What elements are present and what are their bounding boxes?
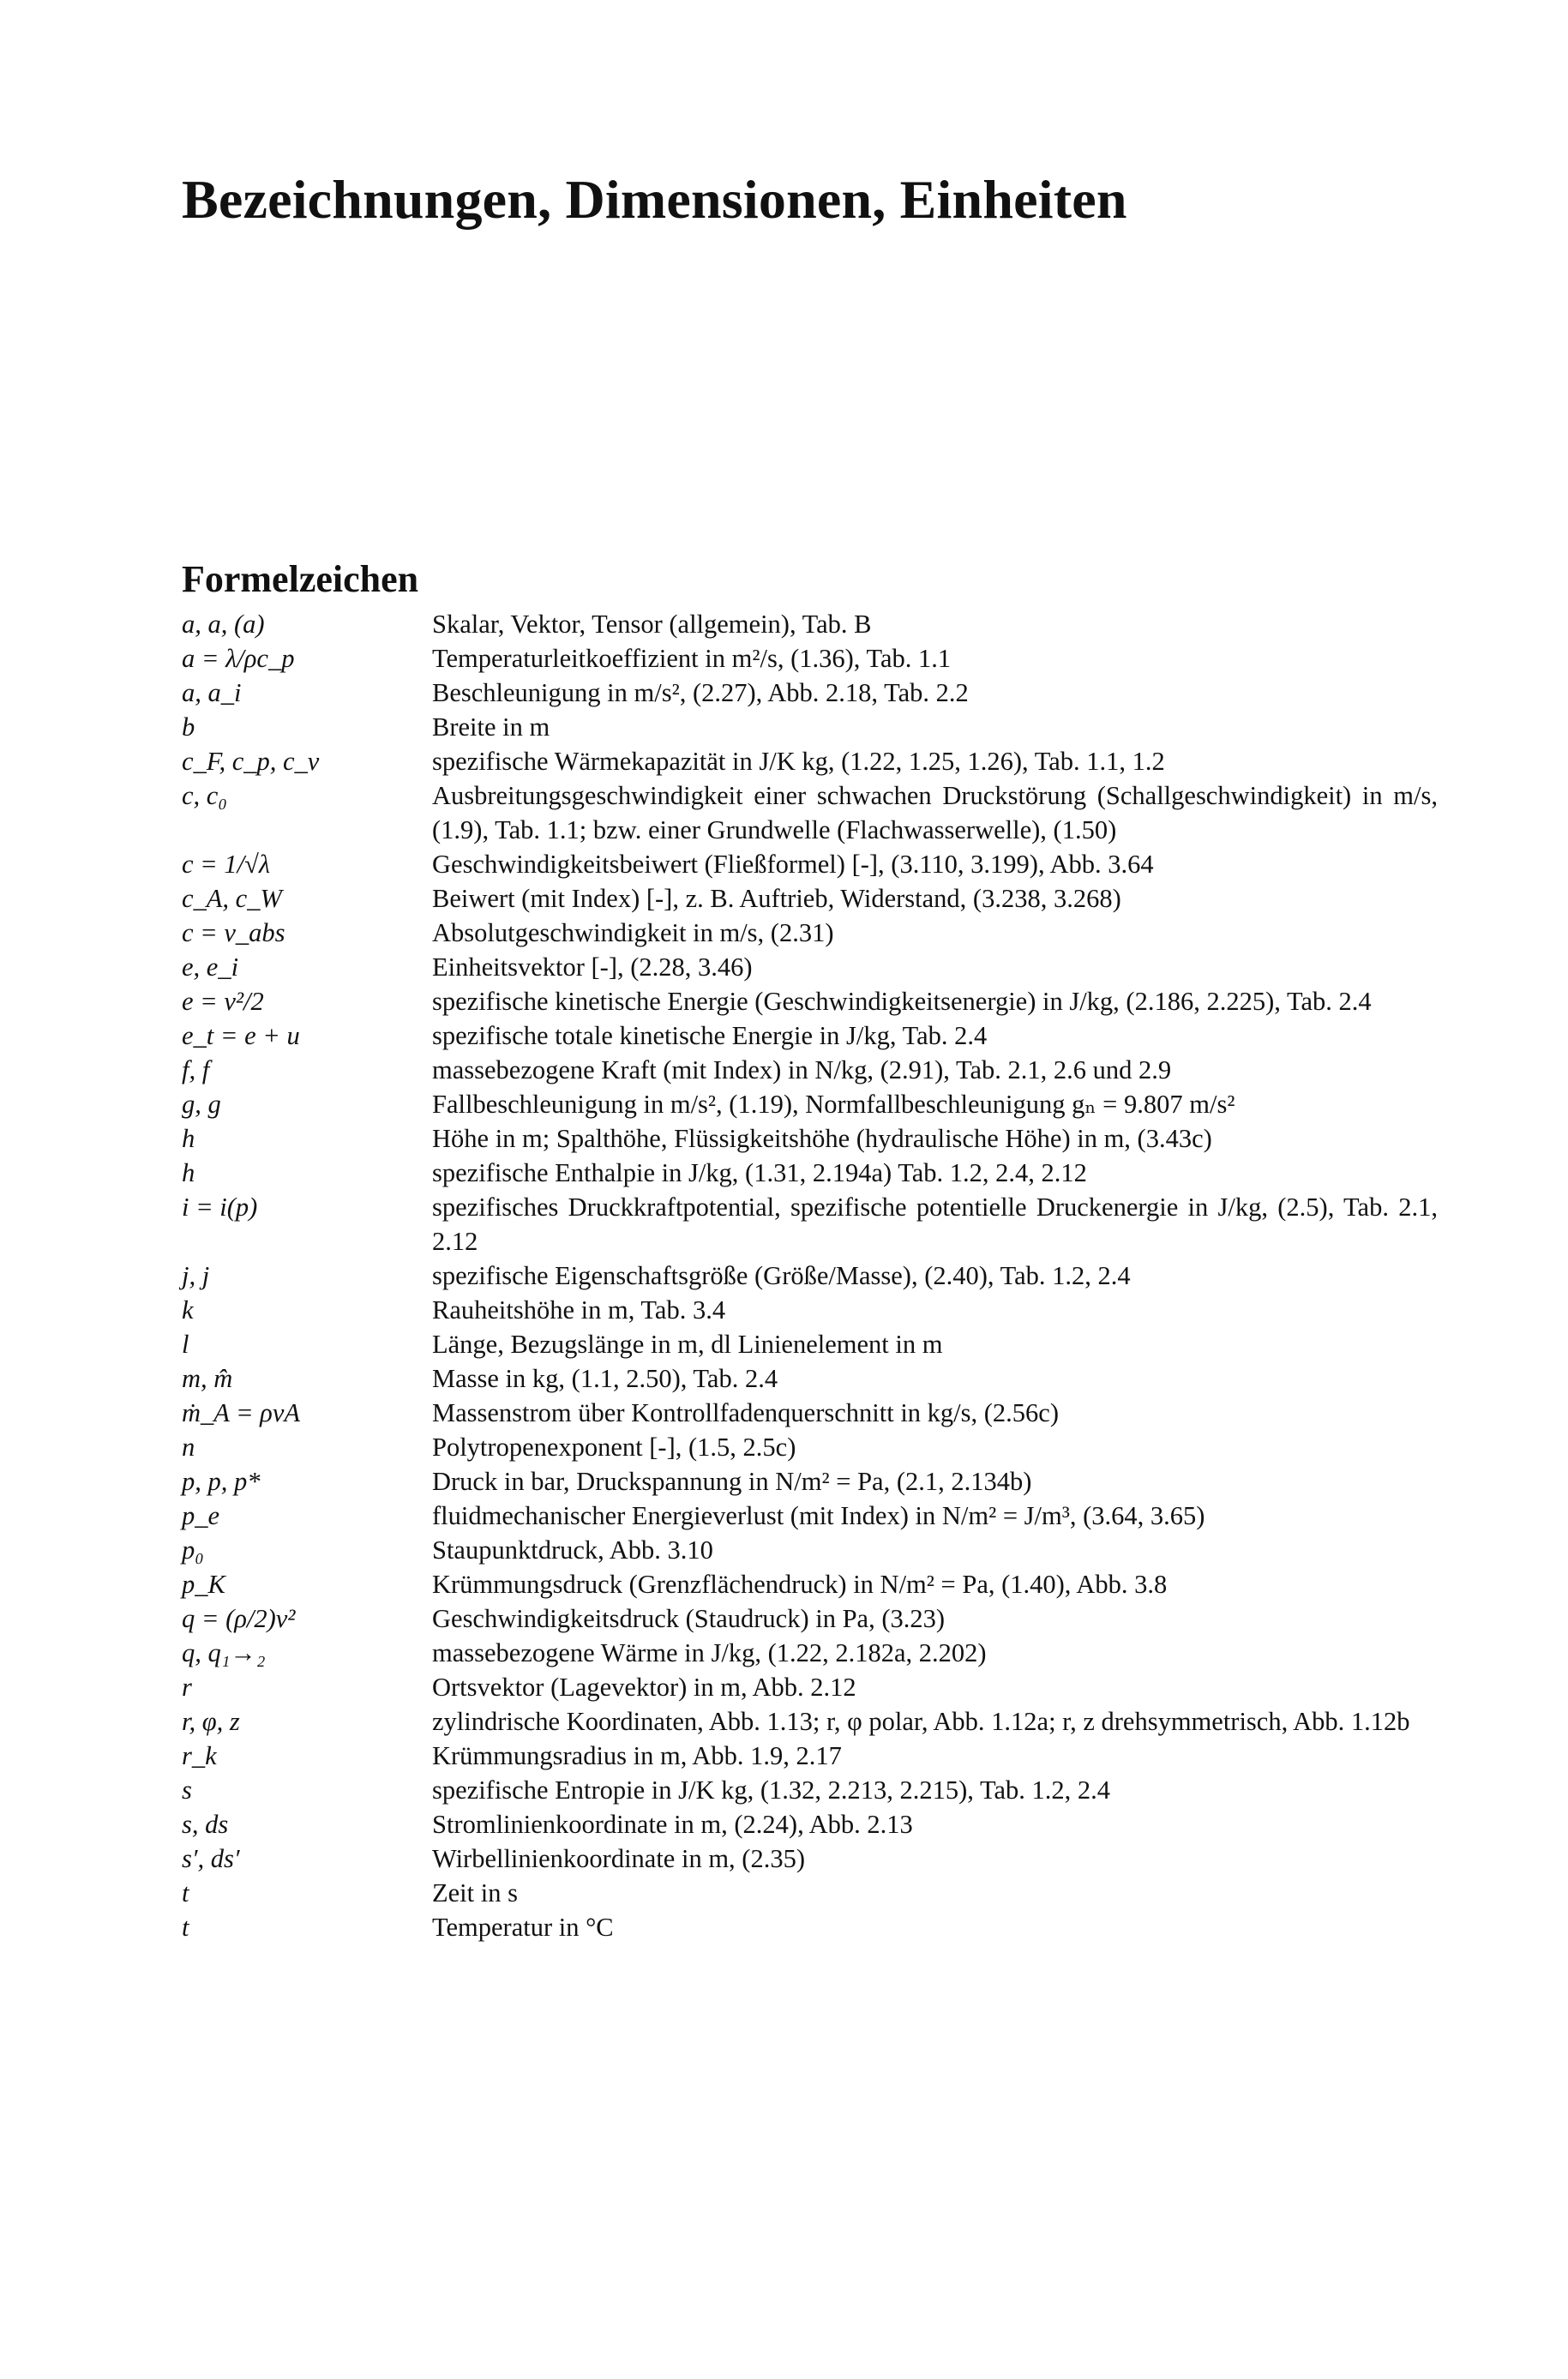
list-item [182,950,1438,984]
formula-symbol: c_F, c_p, c_v [182,747,320,776]
list-item [182,1807,1438,1841]
list-item [182,1053,1438,1087]
symbol-description: spezifische Enthalpie in J/kg, (1.31, 2.194a) Tab. 1.2, 2.4, 2.12 [432,1158,1087,1187]
formula-symbol: a, a_i [182,678,242,707]
list-item [182,1499,1438,1533]
formula-symbol: c, c₀ [182,781,227,810]
list-item [182,1601,1438,1636]
symbol-description: Zeit in s [432,1878,518,1907]
formula-symbol: j, j [182,1261,210,1290]
symbol-description: Länge, Bezugslänge in m, dl Linienelement in m [432,1330,943,1359]
symbol-description: massebezogene Wärme in J/kg, (1.22, 2.182a, 2.202) [432,1638,987,1667]
symbol-description: Ortsvektor (Lagevektor) in m, Abb. 2.12 [432,1673,856,1702]
list-item [182,1876,1438,1910]
list-item [182,1910,1438,1944]
list-item [182,1704,1438,1739]
formula-symbol: p₀ [182,1535,204,1565]
list-item [182,1018,1438,1053]
symbol-description: Beschleunigung in m/s², (2.27), Abb. 2.18, Tab. 2.2 [432,678,969,707]
list-item [182,1430,1438,1464]
formula-symbol: r_k [182,1741,217,1770]
symbol-description: spezifische Entropie in J/K kg, (1.32, 2.213, 2.215), Tab. 1.2, 2.4 [432,1775,1111,1805]
symbol-list [182,607,1438,1944]
symbol-description: Geschwindigkeitsbeiwert (Fließformel) [-], (3.110, 3.199), Abb. 3.64 [432,850,1154,879]
list-item [182,744,1438,778]
symbol-description: Beiwert (mit Index) [-], z. B. Auftrieb, Widerstand, (3.238, 3.268) [432,884,1121,913]
formula-symbol: p_e [182,1501,220,1530]
list-item [182,1156,1438,1190]
list-item [182,916,1438,950]
formula-symbol: c = 1/√λ [182,850,271,879]
symbol-description: Staupunktdruck, Abb. 3.10 [432,1535,713,1565]
list-item [182,881,1438,916]
formula-symbol: n [182,1433,195,1462]
formula-symbol: q, q₁→₂ [182,1638,266,1667]
list-item [182,1567,1438,1601]
symbol-description: Geschwindigkeitsdruck (Staudruck) in Pa, (3.23) [432,1604,946,1633]
formula-symbol: s [182,1775,192,1805]
symbol-description: Rauheitshöhe in m, Tab. 3.4 [432,1295,726,1325]
symbol-description: Temperatur in °C [432,1913,614,1942]
formula-symbol: a, a, (a) [182,610,265,639]
formula-symbol: b [182,712,195,742]
formula-symbol: g, g [182,1090,221,1119]
formula-symbol: r [182,1673,192,1702]
formula-symbol: i = i(p) [182,1193,258,1222]
formula-symbol: m, m̂ [182,1364,233,1393]
list-item [182,641,1438,676]
list-item [182,1190,1438,1259]
symbol-description: Einheitsvektor [-], (2.28, 3.46) [432,952,753,982]
list-item [182,1841,1438,1876]
symbol-description: Krümmungsradius in m, Abb. 1.9, 2.17 [432,1741,842,1770]
formula-symbol: r, φ, z [182,1707,240,1736]
symbol-description: zylindrische Koordinaten, Abb. 1.13; r, φ polar, Abb. 1.12a; r, z drehsymmetrisch, Abb. 1.12b [432,1707,1410,1736]
list-item [182,1773,1438,1807]
symbol-description: Masse in kg, (1.1, 2.50), Tab. 2.4 [432,1364,778,1393]
list-item [182,984,1438,1018]
list-item [182,607,1438,641]
symbol-description: Druck in bar, Druckspannung in N/m² = Pa, (2.1, 2.134b) [432,1467,1032,1496]
symbol-description: Skalar, Vektor, Tensor (allgemein), Tab. B [432,610,872,639]
formula-symbol: t [182,1878,189,1907]
list-item [182,1396,1438,1430]
symbol-description: Wirbellinienkoordinate in m, (2.35) [432,1844,805,1873]
list-item [182,1293,1438,1327]
formula-symbol: l [182,1330,189,1359]
list-item [182,847,1438,881]
symbol-description: spezifische totale kinetische Energie in J/kg, Tab. 2.4 [432,1021,988,1050]
list-item [182,1259,1438,1293]
formula-symbol: p, p, p* [182,1467,261,1496]
formula-symbol: s, ds [182,1810,229,1839]
formula-symbol: e_t = e + u [182,1021,300,1050]
formula-symbol: e, e_i [182,952,239,982]
symbol-description: Polytropenexponent [-], (1.5, 2.5c) [432,1433,796,1462]
list-item [182,1087,1438,1121]
symbol-description: spezifische Eigenschaftsgröße (Größe/Masse), (2.40), Tab. 1.2, 2.4 [432,1261,1131,1290]
list-item [182,1121,1438,1156]
list-item [182,1327,1438,1361]
list-item [182,1739,1438,1773]
page-title: Bezeichnungen, Dimensionen, Einheiten [182,169,1127,230]
list-item [182,1464,1438,1499]
formula-symbol: f, f [182,1055,210,1084]
formula-symbol: q = (ρ/2)v² [182,1604,296,1633]
formula-symbol: s′, ds′ [182,1844,240,1873]
symbol-description: spezifische Wärmekapazität in J/K kg, (1.22, 1.25, 1.26), Tab. 1.1, 1.2 [432,747,1165,776]
symbol-description: fluidmechanischer Energieverlust (mit Index) in N/m² = J/m³, (3.64, 3.65) [432,1501,1205,1530]
list-item [182,1533,1438,1567]
symbol-description: Fallbeschleunigung in m/s², (1.19), Normfallbeschleunigung gₙ = 9.807 m/s² [432,1090,1235,1119]
formula-symbol: e = v²/2 [182,987,264,1016]
list-item [182,676,1438,710]
formula-symbol: a = λ/ρc_p [182,644,295,673]
section-title: Formelzeichen [182,558,419,600]
list-item [182,1670,1438,1704]
formula-symbol: k [182,1295,194,1325]
formula-symbol: ṁ_A = ρvA [182,1398,300,1427]
symbol-description: Breite in m [432,712,550,742]
symbol-description: spezifische kinetische Energie (Geschwindigkeitsenergie) in J/kg, (2.186, 2.225), Tab. 2.4 [432,987,1372,1016]
symbol-description: Ausbreitungsgeschwindigkeit einer schwachen Druckstörung (Schallgeschwindigkeit) in m/s, (1.9), Tab. 1.1; bzw. einer Grundwelle (Flachwasserwelle), (1.50) [432,781,1438,844]
symbol-description: Massenstrom über Kontrollfadenquerschnitt in kg/s, (2.56c) [432,1398,1060,1427]
symbol-description: Temperaturleitkoeffizient in m²/s, (1.36), Tab. 1.1 [432,644,952,673]
list-item [182,710,1438,744]
symbol-description: Stromlinienkoordinate in m, (2.24), Abb. 2.13 [432,1810,913,1839]
symbol-description: Höhe in m; Spalthöhe, Flüssigkeitshöhe (hydraulische Höhe) in m, (3.43c) [432,1124,1212,1153]
list-item [182,778,1438,847]
formula-symbol: h [182,1124,195,1153]
symbol-description: spezifisches Druckkraftpotential, spezifische potentielle Druckenergie in J/kg, (2.5), Tab. 2.1, 2.12 [432,1193,1438,1256]
symbol-description: massebezogene Kraft (mit Index) in N/kg, (2.91), Tab. 2.1, 2.6 und 2.9 [432,1055,1172,1084]
formula-symbol: h [182,1158,195,1187]
formula-symbol: p_K [182,1570,225,1599]
formula-symbol: t [182,1913,189,1942]
symbol-description: Krümmungsdruck (Grenzflächendruck) in N/m² = Pa, (1.40), Abb. 3.8 [432,1570,1168,1599]
formula-symbol: c = v_abs [182,918,285,947]
formula-symbol: c_A, c_W [182,884,282,913]
list-item [182,1361,1438,1396]
symbol-description: Absolutgeschwindigkeit in m/s, (2.31) [432,918,834,947]
list-item [182,1636,1438,1670]
